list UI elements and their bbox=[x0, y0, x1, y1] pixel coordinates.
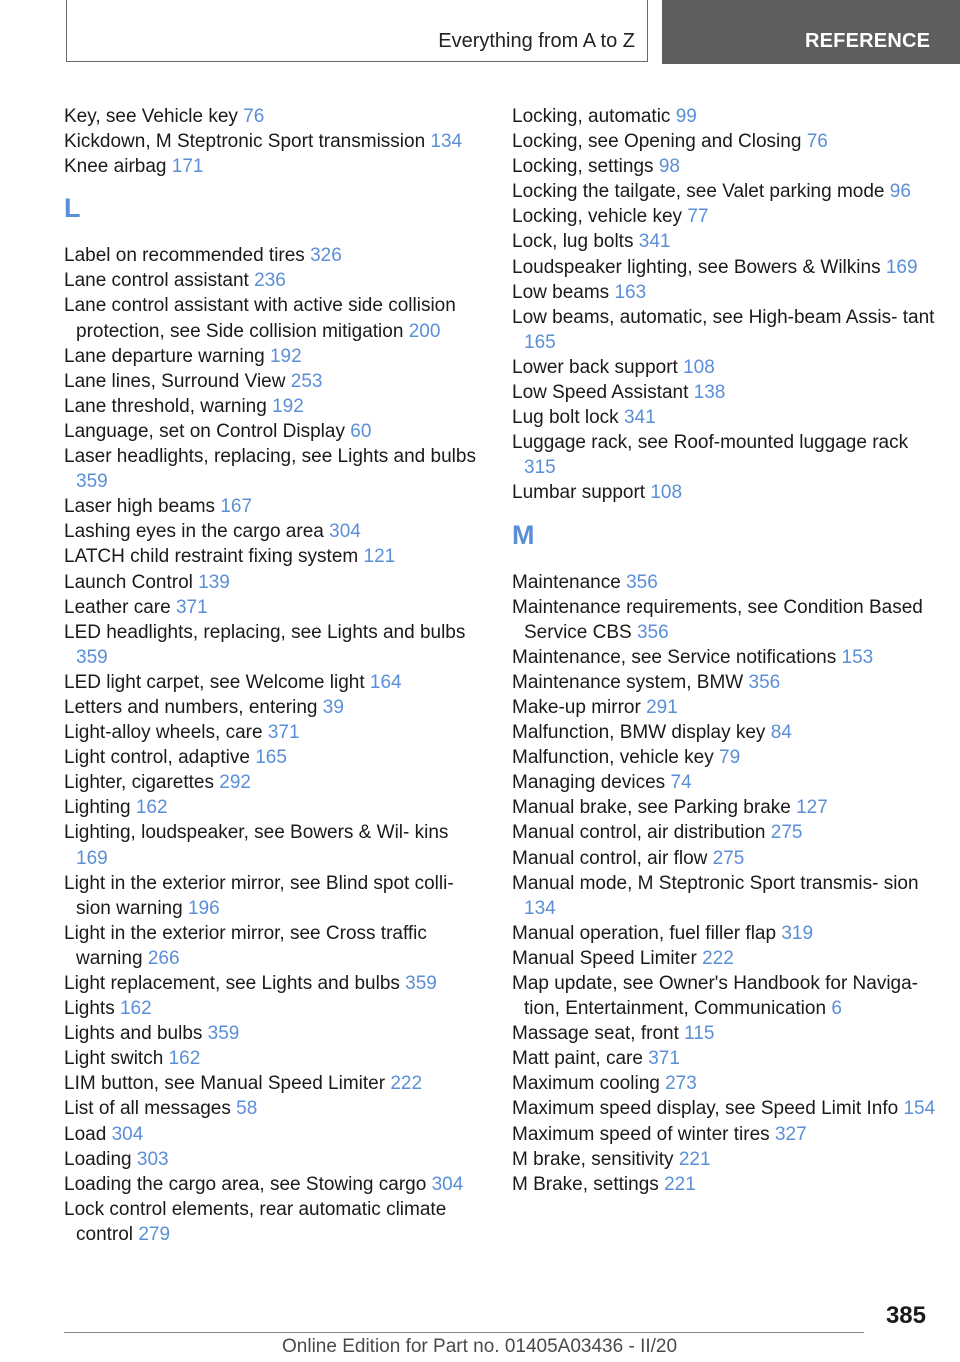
index-entry-term: Knee airbag bbox=[64, 156, 167, 178]
index-page-link[interactable]: 236 bbox=[254, 270, 286, 292]
index-entry-term: Lane departure warning bbox=[64, 345, 265, 367]
section-title-box bbox=[66, 0, 648, 62]
index-page-link[interactable]: 341 bbox=[638, 231, 671, 253]
index-entry bbox=[64, 1096, 484, 1121]
index-page-link[interactable]: 222 bbox=[390, 1073, 423, 1095]
index-entry bbox=[512, 745, 942, 770]
index-entry-term: Lug bolt lock bbox=[512, 407, 619, 429]
index-entry-term: Loading bbox=[64, 1148, 132, 1170]
index-entry-term: Low beams, automatic, see High-beam Assis‐ tant bbox=[512, 306, 935, 328]
index-page-link[interactable]: 371 bbox=[175, 596, 208, 618]
index-entry-term: Locking the tailgate, see Valet parking mode bbox=[512, 181, 885, 203]
index-entry bbox=[512, 695, 942, 720]
index-page-link[interactable]: 162 bbox=[119, 998, 152, 1020]
index-page-link[interactable]: 304 bbox=[111, 1123, 144, 1145]
index-entry-term: LIM button, see Manual Speed Limiter bbox=[64, 1073, 386, 1095]
index-page-link[interactable]: 356 bbox=[748, 671, 781, 693]
index-entry-term: Light in the exterior mirror, see Cross traffic warning bbox=[64, 922, 427, 969]
index-entry-term: Maintenance bbox=[512, 571, 621, 593]
index-entry bbox=[512, 770, 942, 795]
index-entry bbox=[512, 595, 942, 645]
index-entry bbox=[512, 670, 942, 695]
index-page-link[interactable]: 76 bbox=[806, 131, 828, 153]
index-entry-term: M brake, sensitivity bbox=[512, 1148, 674, 1170]
index-entry bbox=[64, 268, 484, 293]
index-page-link[interactable]: 77 bbox=[687, 206, 709, 228]
edition-note: Online Edition for Part no. 01405A03436 - II/20 bbox=[282, 1336, 678, 1357]
index-page-link[interactable]: 163 bbox=[614, 281, 647, 303]
index-entry bbox=[512, 946, 942, 971]
index-entry-term: Launch Control bbox=[64, 571, 193, 593]
index-page-link[interactable]: 292 bbox=[219, 772, 251, 794]
index-entry bbox=[64, 770, 484, 795]
index-entry bbox=[64, 921, 484, 971]
index-entry bbox=[512, 480, 942, 505]
index-entry bbox=[64, 1197, 484, 1247]
index-entry bbox=[64, 695, 484, 720]
index-page-link[interactable]: 341 bbox=[623, 407, 656, 429]
index-entry-term: Lane control assistant with active side collision protection, see Side collision mitigation bbox=[64, 295, 456, 342]
index-page-link[interactable]: 196 bbox=[187, 897, 220, 919]
index-entry bbox=[64, 243, 484, 268]
index-page-link[interactable]: 279 bbox=[138, 1223, 171, 1245]
index-entry-term: Maximum speed of winter tires bbox=[512, 1123, 770, 1145]
index-entry bbox=[64, 745, 484, 770]
index-page-link[interactable]: 138 bbox=[693, 382, 726, 404]
index-entry bbox=[512, 1071, 942, 1096]
section-title: Everything from A to Z bbox=[438, 30, 635, 52]
index-page-link[interactable]: 58 bbox=[236, 1098, 258, 1120]
index-page-link[interactable]: 192 bbox=[272, 395, 304, 417]
index-column-right bbox=[512, 104, 942, 1197]
index-entry-term: Manual Speed Limiter bbox=[512, 947, 697, 969]
index-page-link[interactable]: 162 bbox=[135, 797, 168, 819]
index-entry bbox=[512, 570, 942, 595]
index-entry-term: List of all messages bbox=[64, 1098, 231, 1120]
index-page-link[interactable]: 134 bbox=[430, 131, 463, 153]
index-page-link[interactable]: 134 bbox=[524, 897, 556, 919]
index-entry bbox=[64, 871, 484, 921]
chapter-label: REFERENCE bbox=[805, 30, 931, 52]
index-page-link[interactable]: 356 bbox=[636, 621, 669, 643]
index-entry bbox=[64, 620, 484, 670]
index-page-link[interactable]: 171 bbox=[171, 156, 204, 178]
index-page-link[interactable]: 84 bbox=[770, 722, 792, 744]
index-entry bbox=[64, 820, 484, 870]
index-page-link[interactable]: 79 bbox=[719, 747, 741, 769]
index-entry-term: Light replacement, see Lights and bulbs bbox=[64, 973, 400, 994]
index-entry-term: Lights and bulbs bbox=[64, 1023, 203, 1045]
index-entry bbox=[512, 129, 942, 154]
index-entry bbox=[512, 645, 942, 670]
index-entry-term: LATCH child restraint fixing system bbox=[64, 546, 359, 568]
index-page-link[interactable]: 356 bbox=[626, 571, 658, 593]
index-entry-term: Lock control elements, rear automatic climate control bbox=[64, 1198, 447, 1245]
page-header bbox=[0, 0, 960, 66]
index-entry-term: Laser headlights, replacing, see Lights and bulbs bbox=[64, 446, 476, 468]
index-entry-term: M Brake, settings bbox=[512, 1173, 659, 1195]
index-entry bbox=[512, 1147, 942, 1172]
index-entry-term: Manual mode, M Steptronic Sport transmis‐ sion bbox=[512, 872, 919, 894]
index-page-link[interactable]: 169 bbox=[76, 847, 108, 869]
index-page-link[interactable]: 76 bbox=[243, 106, 265, 127]
index-entry-term: Matt paint, care bbox=[512, 1048, 643, 1070]
index-page-link[interactable]: 266 bbox=[147, 947, 180, 969]
index-entry-term: Laser high beams bbox=[64, 496, 216, 518]
index-entry-term: Maximum speed display, see Speed Limit Info bbox=[512, 1098, 899, 1120]
index-page-link[interactable]: 291 bbox=[646, 696, 678, 718]
index-entry bbox=[64, 419, 484, 444]
index-entry bbox=[512, 971, 942, 1021]
index-entry bbox=[64, 720, 484, 745]
index-entry-term: Lane control assistant bbox=[64, 270, 249, 292]
index-page-link[interactable]: 167 bbox=[220, 496, 253, 518]
index-page-link[interactable]: 371 bbox=[648, 1048, 680, 1070]
index-entry bbox=[512, 305, 942, 355]
index-entry bbox=[64, 544, 484, 569]
index-entry bbox=[512, 355, 942, 380]
index-entry bbox=[64, 1122, 484, 1147]
index-page-link[interactable]: 192 bbox=[269, 345, 302, 367]
index-entry bbox=[64, 129, 484, 154]
index-page-link[interactable]: 121 bbox=[363, 546, 396, 568]
index-letter-heading: M bbox=[512, 519, 535, 550]
index-entry bbox=[512, 921, 942, 946]
index-entry bbox=[64, 1021, 484, 1046]
index-page-link[interactable]: 154 bbox=[903, 1098, 936, 1120]
index-entry-term: Lighting bbox=[64, 797, 131, 819]
index-entry-term: Light in the exterior mirror, see Blind spot colli‐ sion warning bbox=[64, 872, 454, 919]
index-entry bbox=[64, 344, 484, 369]
index-page-link[interactable]: 359 bbox=[405, 973, 437, 994]
index-entry bbox=[512, 104, 942, 129]
index-entry-term: Lumbar support bbox=[512, 482, 646, 504]
index-entry-term: Lighting, loudspeaker, see Bowers & Wil‐ kins bbox=[64, 822, 449, 844]
index-page-link[interactable]: 315 bbox=[524, 457, 556, 479]
page-number: 385 bbox=[885, 1302, 926, 1329]
index-page-link[interactable]: 108 bbox=[650, 482, 683, 504]
index-page-link[interactable]: 327 bbox=[774, 1123, 807, 1145]
index-page-link[interactable]: 162 bbox=[168, 1048, 201, 1070]
index-entry-term: Lane threshold, warning bbox=[64, 395, 267, 417]
index-entry-term: Label on recommended tires bbox=[64, 245, 305, 267]
index-entry-term: Load bbox=[64, 1123, 107, 1145]
index-entry-term: Locking, automatic bbox=[512, 106, 671, 127]
index-entry-term: Lights bbox=[64, 998, 115, 1020]
index-entry bbox=[512, 846, 942, 871]
index-entry bbox=[64, 971, 484, 996]
index-page-link[interactable]: 304 bbox=[431, 1173, 464, 1195]
index-entry-term: Lower back support bbox=[512, 356, 678, 378]
index-page-link[interactable]: 359 bbox=[207, 1023, 240, 1045]
index-entry bbox=[512, 204, 942, 229]
index-entry bbox=[64, 494, 484, 519]
index-page-link[interactable]: 39 bbox=[322, 696, 344, 718]
index-entry-term: Locking, settings bbox=[512, 156, 654, 178]
index-page-link[interactable]: 115 bbox=[684, 1023, 715, 1045]
index-entry bbox=[64, 1172, 484, 1197]
index-entry-term: Manual control, air distribution bbox=[512, 822, 766, 844]
index-entry bbox=[64, 293, 484, 343]
index-page-link[interactable]: 304 bbox=[329, 521, 361, 543]
index-page-link[interactable]: 222 bbox=[702, 947, 734, 969]
index-page-link[interactable]: 326 bbox=[310, 245, 342, 267]
index-page-link[interactable]: 139 bbox=[198, 571, 230, 593]
index-entry-term: Malfunction, vehicle key bbox=[512, 747, 714, 769]
index-entry-term: Manual operation, fuel filler flap bbox=[512, 922, 777, 944]
index-page-link[interactable]: 200 bbox=[408, 320, 441, 342]
index-entry-term: Make-up mirror bbox=[512, 696, 641, 718]
index-entry-term: Massage seat, front bbox=[512, 1023, 679, 1045]
index-entry bbox=[64, 670, 484, 695]
index-page-link[interactable]: 273 bbox=[665, 1073, 697, 1095]
index-page-link[interactable]: 98 bbox=[658, 156, 680, 178]
index-entry bbox=[64, 1147, 484, 1172]
index-entry-term: Map update, see Owner's Handbook for Naviga‐ tion, Entertainment, Communication bbox=[512, 973, 919, 1020]
index-entry bbox=[64, 154, 484, 179]
index-entry bbox=[64, 996, 484, 1021]
index-entry-term: Lane lines, Surround View bbox=[64, 370, 286, 392]
index-entry-term: Manual control, air flow bbox=[512, 847, 708, 869]
index-entry-term: Light-alloy wheels, care bbox=[64, 722, 263, 744]
index-entry-term: Kickdown, M Steptronic Sport transmission bbox=[64, 131, 426, 153]
index-entry bbox=[64, 444, 484, 494]
index-entry-term: Manual brake, see Parking brake bbox=[512, 797, 791, 819]
index-entry bbox=[512, 430, 942, 480]
index-page-link[interactable]: 6 bbox=[831, 998, 842, 1020]
chapter-tab[interactable] bbox=[662, 0, 960, 64]
index-entry-term: Locking, vehicle key bbox=[512, 206, 683, 228]
index-entry bbox=[512, 1122, 942, 1147]
index-entry bbox=[512, 795, 942, 820]
index-entry bbox=[512, 280, 942, 305]
footer-divider bbox=[64, 1332, 864, 1333]
index-entry bbox=[512, 405, 942, 430]
index-page-link[interactable]: 275 bbox=[712, 847, 745, 869]
index-entry-term: Maintenance, see Service notifications bbox=[512, 646, 837, 668]
index-column-left bbox=[64, 104, 484, 1247]
index-entry bbox=[512, 1046, 942, 1071]
index-page-link[interactable]: 359 bbox=[76, 471, 108, 493]
index-page-link[interactable]: 127 bbox=[796, 797, 828, 819]
index-entry-term: Low Speed Assistant bbox=[512, 382, 689, 404]
index-entry bbox=[64, 570, 484, 595]
index-page-link[interactable]: 165 bbox=[255, 747, 287, 769]
index-entry bbox=[512, 229, 942, 254]
index-entry-term: Locking, see Opening and Closing bbox=[512, 131, 802, 153]
index-entry-term: LED light carpet, see Welcome light bbox=[64, 671, 365, 693]
index-entry bbox=[512, 380, 942, 405]
index-page-link[interactable]: 275 bbox=[770, 822, 803, 844]
index-page-link[interactable]: 108 bbox=[683, 356, 715, 378]
index-entry bbox=[64, 519, 484, 544]
index-entry-term: LED headlights, replacing, see Lights and bulbs bbox=[64, 621, 466, 643]
index-entry-term: Key, see Vehicle key bbox=[64, 106, 238, 127]
index-letter-heading: L bbox=[64, 193, 81, 224]
index-entry-term: Lighter, cigarettes bbox=[64, 772, 214, 794]
index-entry-term: Maintenance requirements, see Condition Based Service CBS bbox=[512, 596, 923, 643]
index-entry bbox=[512, 1021, 942, 1046]
index-entry-term: Low beams bbox=[512, 281, 610, 303]
index-page-link[interactable]: 221 bbox=[678, 1148, 711, 1170]
index-page-link[interactable]: 359 bbox=[76, 646, 108, 668]
index-entry bbox=[64, 595, 484, 620]
index-page-link[interactable]: 169 bbox=[885, 256, 918, 278]
index-entry-term: Lock, lug bolts bbox=[512, 231, 634, 253]
index-entry-term: Maintenance system, BMW bbox=[512, 671, 744, 693]
index-entry bbox=[512, 154, 942, 179]
index-entry bbox=[64, 1046, 484, 1071]
index-entry bbox=[64, 795, 484, 820]
index-page-link[interactable]: 221 bbox=[664, 1173, 696, 1195]
index-entry bbox=[512, 1172, 942, 1197]
index-entry-term: Managing devices bbox=[512, 772, 666, 794]
index-entry bbox=[64, 369, 484, 394]
index-page-link[interactable]: 99 bbox=[675, 106, 697, 127]
index-entry-term: Light switch bbox=[64, 1048, 164, 1070]
index-entry bbox=[512, 871, 942, 921]
index-entry bbox=[64, 1071, 484, 1096]
index-entry-term: Letters and numbers, entering bbox=[64, 696, 318, 718]
index-page-link[interactable]: 371 bbox=[267, 722, 300, 744]
index-entry bbox=[512, 1096, 942, 1121]
index-entry-term: Light control, adaptive bbox=[64, 747, 250, 769]
index-entry bbox=[64, 394, 484, 419]
index-page-link[interactable]: 319 bbox=[781, 922, 814, 944]
index-page-link[interactable]: 96 bbox=[889, 181, 911, 203]
index-entry-term: Maximum cooling bbox=[512, 1073, 660, 1095]
index-page-link[interactable]: 303 bbox=[136, 1148, 169, 1170]
index-page-link[interactable]: 165 bbox=[524, 331, 556, 353]
index-entry-term: Lashing eyes in the cargo area bbox=[64, 521, 324, 543]
index-page-link[interactable]: 74 bbox=[670, 772, 692, 794]
index-entry-term: Loudspeaker lighting, see Bowers & Wilkins bbox=[512, 256, 881, 278]
index-entry bbox=[64, 104, 484, 129]
index-page-link[interactable]: 60 bbox=[350, 420, 372, 442]
index-entry-term: Luggage rack, see Roof-mounted luggage rack bbox=[512, 432, 909, 454]
index-entry bbox=[512, 255, 942, 280]
index-entry-term: Language, set on Control Display bbox=[64, 420, 345, 442]
index-entry bbox=[512, 179, 942, 204]
index-page-link[interactable]: 153 bbox=[841, 646, 874, 668]
index-entry bbox=[512, 820, 942, 845]
index-page-link[interactable]: 253 bbox=[290, 370, 323, 392]
index-page-link[interactable]: 164 bbox=[369, 671, 402, 693]
index-entry bbox=[512, 720, 942, 745]
index-entry-term: Loading the cargo area, see Stowing cargo bbox=[64, 1173, 427, 1195]
index-entry-term: Malfunction, BMW display key bbox=[512, 722, 766, 744]
index-entry-term: Leather care bbox=[64, 596, 171, 618]
